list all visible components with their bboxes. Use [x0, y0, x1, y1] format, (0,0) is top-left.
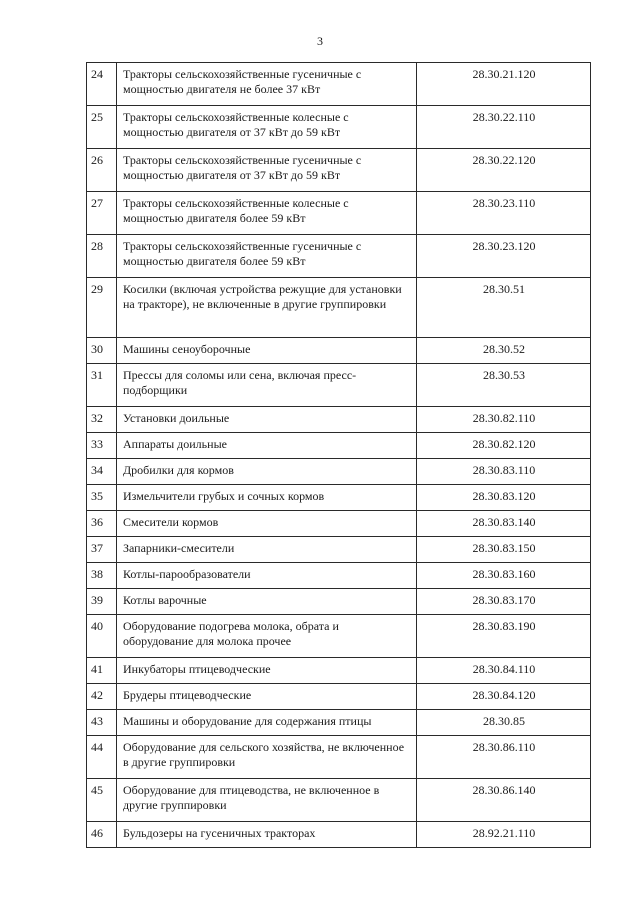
table-row: [87, 485, 591, 511]
product-name: Инкубаторы птицеводческие: [117, 658, 417, 684]
product-name: Тракторы сельскохозяйственные гусеничные с мощностью двигателя не более 37 кВт: [117, 63, 417, 106]
row-number: 43: [87, 710, 117, 736]
okpd-code: 28.30.22.110: [417, 106, 591, 149]
classification-table: [86, 62, 591, 848]
okpd-code: 28.30.83.160: [417, 563, 591, 589]
table-row: [87, 149, 591, 192]
table-row: [87, 615, 591, 658]
table-row: [87, 192, 591, 235]
okpd-code: 28.30.22.120: [417, 149, 591, 192]
okpd-code: 28.30.83.120: [417, 485, 591, 511]
product-name: Оборудование для птицеводства, не включенное в другие группировки: [117, 779, 417, 822]
row-number: 31: [87, 364, 117, 407]
table-row: [87, 589, 591, 615]
row-number: 25: [87, 106, 117, 149]
okpd-code: 28.30.82.120: [417, 433, 591, 459]
row-number: 40: [87, 615, 117, 658]
table-row: [87, 736, 591, 779]
product-name: Тракторы сельскохозяйственные колесные с мощностью двигателя более 59 кВт: [117, 192, 417, 235]
row-number: 30: [87, 338, 117, 364]
table-row: [87, 537, 591, 563]
row-number: 42: [87, 684, 117, 710]
table-body: [87, 63, 591, 848]
product-name: Тракторы сельскохозяйственные гусеничные с мощностью двигателя от 37 кВт до 59 кВт: [117, 149, 417, 192]
okpd-code: 28.30.86.110: [417, 736, 591, 779]
row-number: 41: [87, 658, 117, 684]
okpd-code: 28.30.82.110: [417, 407, 591, 433]
product-name: Оборудование подогрева молока, обрата и оборудование для молока прочее: [117, 615, 417, 658]
table-row: [87, 433, 591, 459]
row-number: 38: [87, 563, 117, 589]
table-row: [87, 684, 591, 710]
row-number: 33: [87, 433, 117, 459]
product-name: Дробилки для кормов: [117, 459, 417, 485]
table-row: [87, 278, 591, 338]
table-row: [87, 511, 591, 537]
okpd-code: 28.30.51: [417, 278, 591, 338]
okpd-code: 28.30.83.190: [417, 615, 591, 658]
row-number: 24: [87, 63, 117, 106]
product-name: Измельчители грубых и сочных кормов: [117, 485, 417, 511]
row-number: 46: [87, 822, 117, 848]
product-name: Косилки (включая устройства режущие для установки на тракторе), не включенные в другие группировки: [117, 278, 417, 338]
product-name: Котлы варочные: [117, 589, 417, 615]
table-row: [87, 563, 591, 589]
product-name: Прессы для соломы или сена, включая пресс-подборщики: [117, 364, 417, 407]
table-row: [87, 710, 591, 736]
okpd-code: 28.30.23.110: [417, 192, 591, 235]
table-row: [87, 338, 591, 364]
product-name: Машины сеноуборочные: [117, 338, 417, 364]
row-number: 29: [87, 278, 117, 338]
okpd-code: 28.92.21.110: [417, 822, 591, 848]
row-number: 44: [87, 736, 117, 779]
okpd-code: 28.30.83.170: [417, 589, 591, 615]
okpd-code: 28.30.83.110: [417, 459, 591, 485]
product-name: Машины и оборудование для содержания птицы: [117, 710, 417, 736]
row-number: 28: [87, 235, 117, 278]
row-number: 32: [87, 407, 117, 433]
table-row: [87, 779, 591, 822]
product-name: Тракторы сельскохозяйственные гусеничные с мощностью двигателя более 59 кВт: [117, 235, 417, 278]
product-name: Смесители кормов: [117, 511, 417, 537]
okpd-code: 28.30.21.120: [417, 63, 591, 106]
table-row: [87, 106, 591, 149]
product-name: Тракторы сельскохозяйственные колесные с мощностью двигателя от 37 кВт до 59 кВт: [117, 106, 417, 149]
row-number: 26: [87, 149, 117, 192]
table-row: [87, 235, 591, 278]
row-number: 45: [87, 779, 117, 822]
product-name: Брудеры птицеводческие: [117, 684, 417, 710]
okpd-code: 28.30.23.120: [417, 235, 591, 278]
okpd-code: 28.30.86.140: [417, 779, 591, 822]
table-row: [87, 459, 591, 485]
okpd-code: 28.30.84.110: [417, 658, 591, 684]
product-name: Аппараты доильные: [117, 433, 417, 459]
okpd-code: 28.30.84.120: [417, 684, 591, 710]
table-row: [87, 407, 591, 433]
okpd-code: 28.30.53: [417, 364, 591, 407]
product-name: Запарники-смесители: [117, 537, 417, 563]
table-row: [87, 658, 591, 684]
row-number: 35: [87, 485, 117, 511]
row-number: 36: [87, 511, 117, 537]
row-number: 39: [87, 589, 117, 615]
okpd-code: 28.30.83.150: [417, 537, 591, 563]
product-name: Бульдозеры на гусеничных тракторах: [117, 822, 417, 848]
row-number: 37: [87, 537, 117, 563]
table-row: [87, 364, 591, 407]
okpd-code: 28.30.52: [417, 338, 591, 364]
okpd-code: 28.30.85: [417, 710, 591, 736]
page-number: 3: [317, 34, 323, 48]
okpd-code: 28.30.83.140: [417, 511, 591, 537]
product-name: Оборудование для сельского хозяйства, не включенное в другие группировки: [117, 736, 417, 779]
product-name: Установки доильные: [117, 407, 417, 433]
table-row: [87, 63, 591, 106]
row-number: 27: [87, 192, 117, 235]
table-row: [87, 822, 591, 848]
row-number: 34: [87, 459, 117, 485]
product-name: Котлы-парообразователи: [117, 563, 417, 589]
